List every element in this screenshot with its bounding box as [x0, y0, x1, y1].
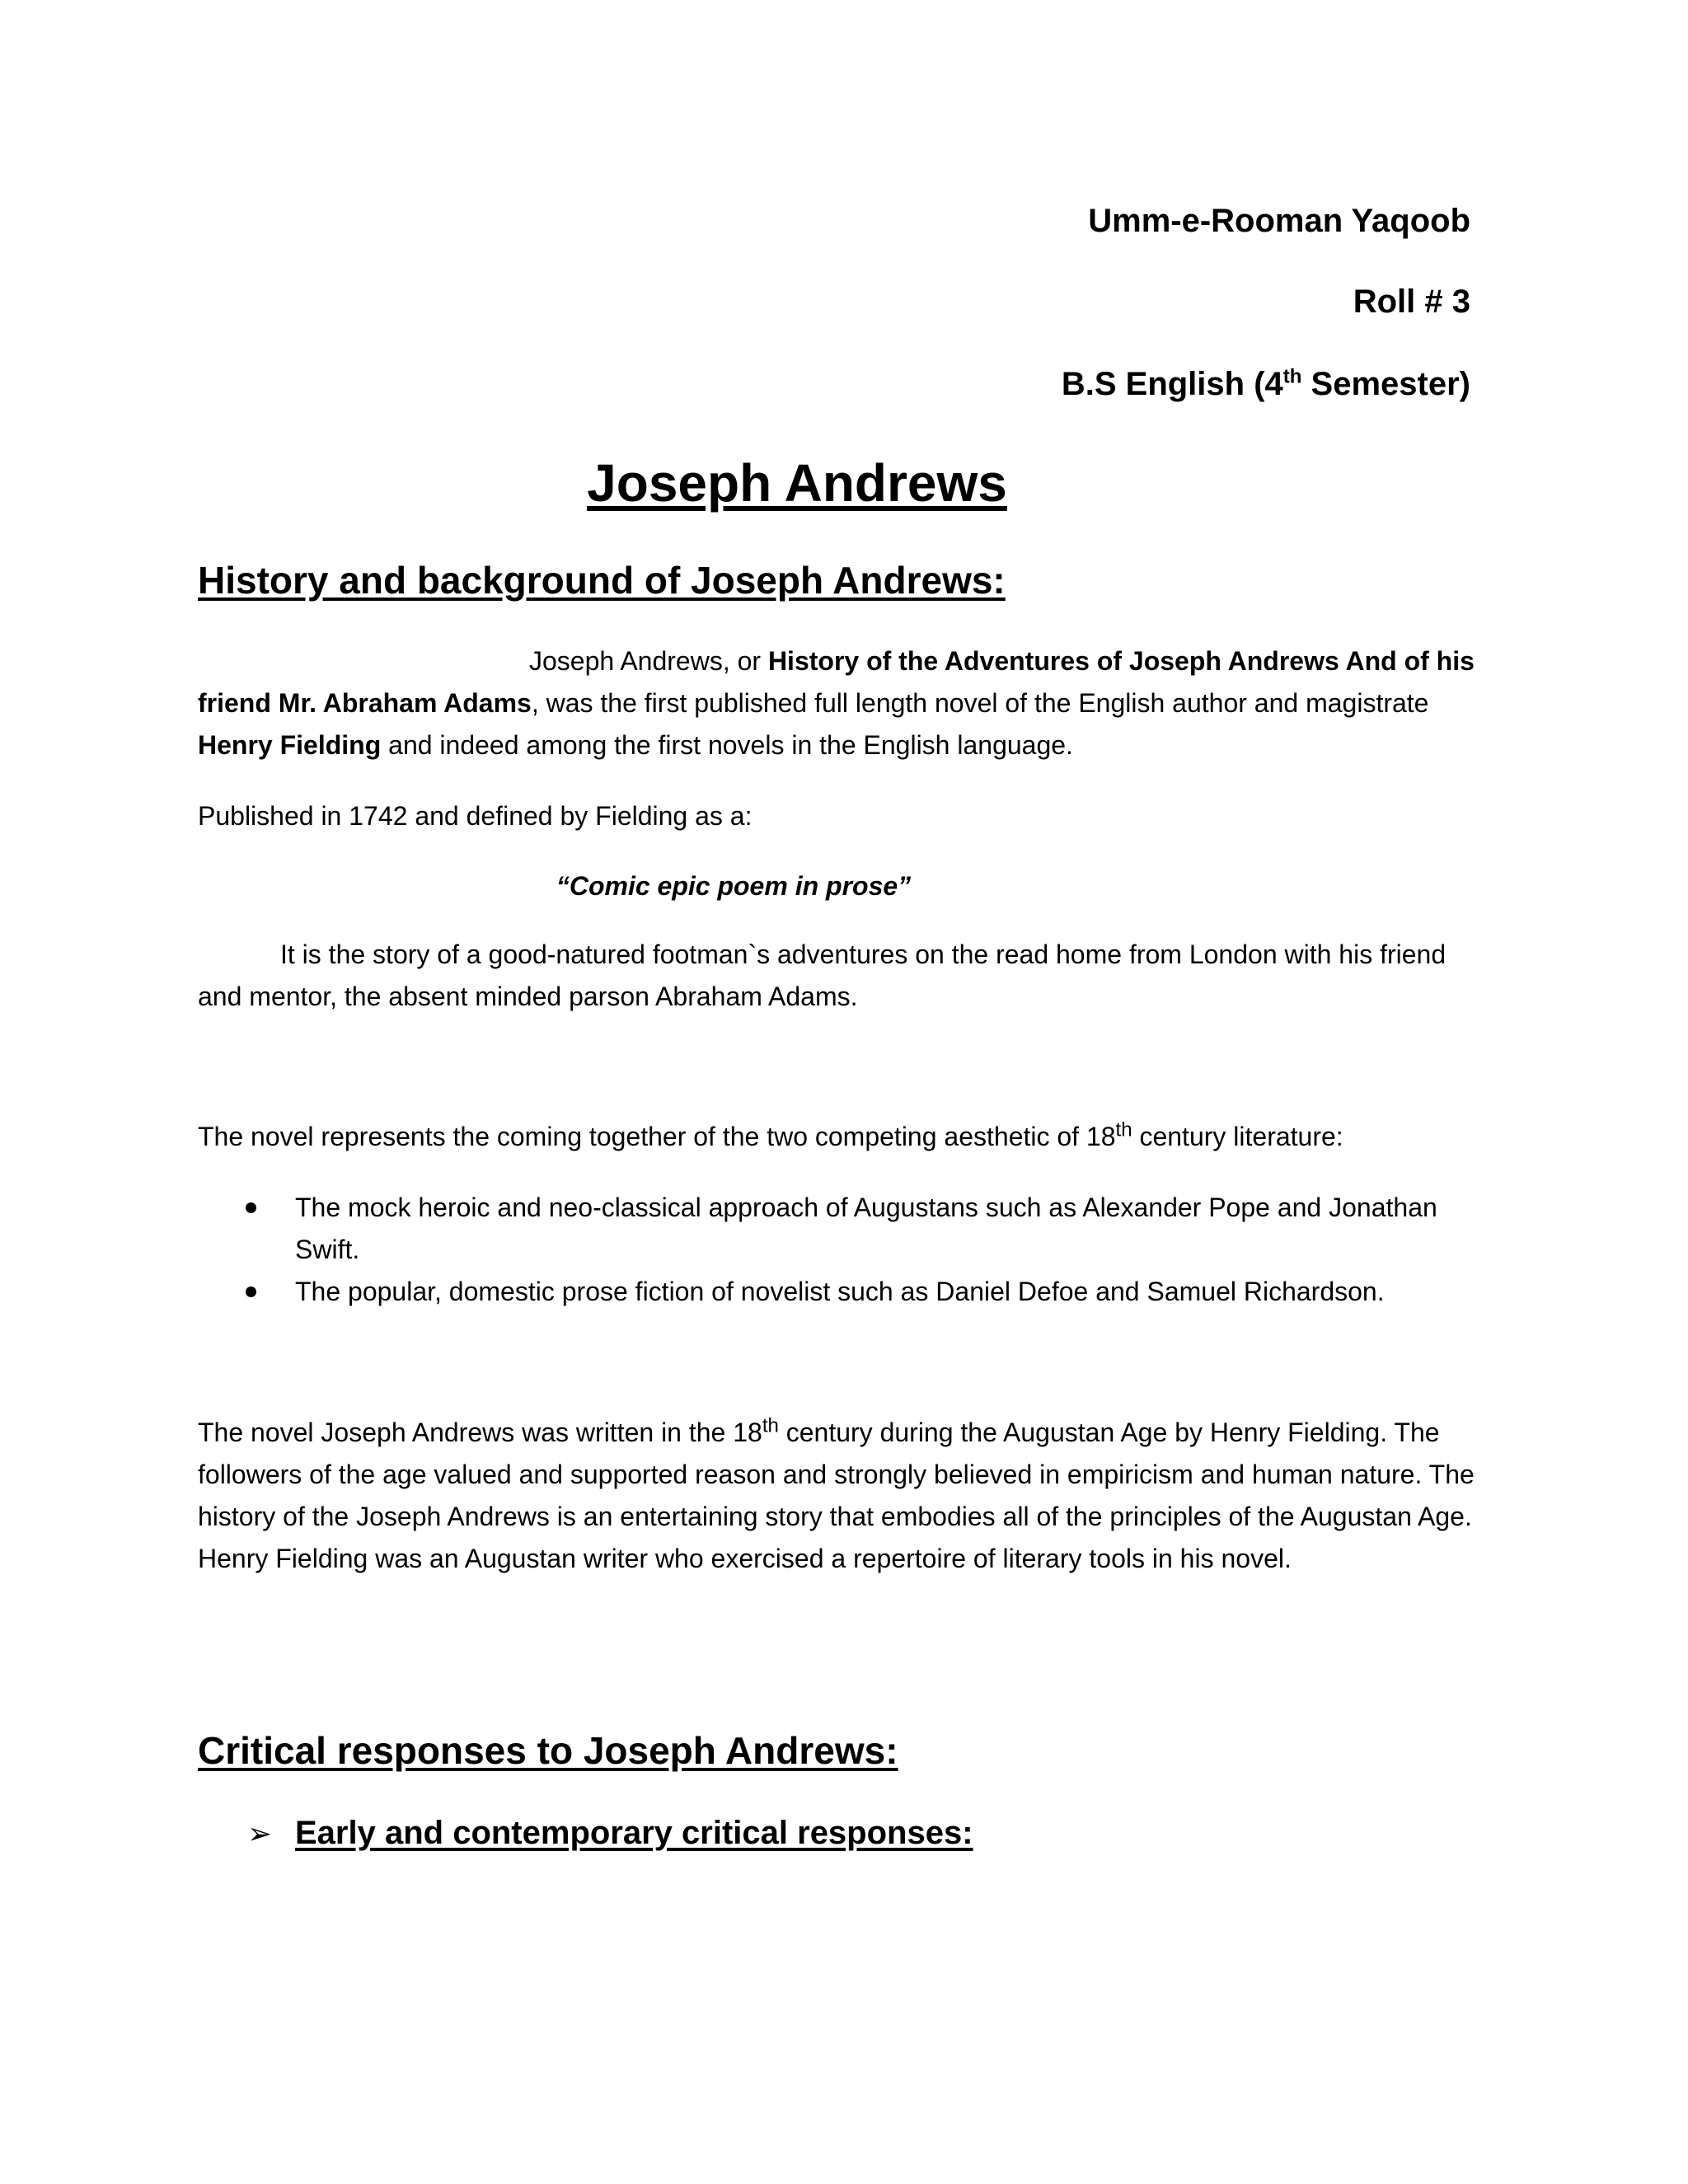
list-item	[198, 1271, 1492, 1313]
augustan-text-1: The novel Joseph Andrews was written in the 18	[198, 1418, 762, 1447]
arrow-bullet-icon: ➢	[247, 1816, 273, 1850]
intro-text-1: Joseph Andrews, or	[529, 646, 768, 676]
subsection-heading-early	[247, 1811, 973, 1855]
intro-full-title: History of the Adventures of Joseph Andrews And of his friend Mr. Abraham Adams	[198, 646, 1475, 718]
aesthetic-paragraph	[198, 1116, 1492, 1158]
program-prefix: B.S English (4	[1061, 366, 1283, 402]
program-superscript: th	[1282, 365, 1302, 388]
list-item	[198, 1187, 1492, 1271]
subsection-heading-text: Early and contemporary critical responses:	[295, 1815, 973, 1851]
augustan-text-2: century during the Augustan Age by Henry Fielding. The followers of the age valued and supported reason and strongly believed in empiricism and human nature. The history of the Joseph Andrews is an entertaining story that embodies all of the principles of the Augustan Age. Henry Fielding was an Augustan writer who exercised a repertoire of literary tools in his novel.	[198, 1418, 1475, 1573]
list-item-text: The popular, domestic prose fiction of novelist such as Daniel Defoe and Samuel Richardson.	[295, 1277, 1385, 1306]
intro-author-name: Henry Fielding	[198, 730, 382, 760]
intro-text-2: , was the first published full length novel of the English author and magistrate	[531, 688, 1429, 718]
augustan-paragraph	[198, 1412, 1492, 1580]
quote-line: “Comic epic poem in prose”	[556, 871, 912, 901]
list-item-text: The mock heroic and neo-classical approach of Augustans such as Alexander Pope and Jonathan Swift.	[295, 1193, 1437, 1264]
aesthetic-superscript: th	[1115, 1118, 1132, 1141]
section-heading-critical: Critical responses to Joseph Andrews:	[198, 1729, 898, 1772]
aesthetic-text-1: The novel represents the coming together of the two competing aesthetic of 18	[198, 1122, 1116, 1151]
augustan-superscript: th	[762, 1414, 779, 1437]
aesthetic-bullet-list	[198, 1187, 1492, 1313]
intro-paragraph	[198, 640, 1492, 766]
document-title: Joseph Andrews	[587, 453, 1007, 513]
intro-text-3: and indeed among the first novels in the English language.	[381, 730, 1073, 760]
program-semester	[1062, 364, 1470, 404]
author-name: Umm-e-Rooman Yaqoob	[1088, 203, 1470, 239]
story-paragraph: It is the story of a good-natured footman`s adventures on the read home from London with his friend and mentor, the absent minded parson Abraham Adams.	[198, 940, 1447, 1011]
aesthetic-text-2: century literature:	[1132, 1122, 1343, 1151]
bullet-dot-icon	[246, 1286, 256, 1297]
section-heading-history: History and background of Joseph Andrews:	[198, 559, 1006, 602]
program-suffix: Semester)	[1301, 366, 1470, 402]
roll-number: Roll # 3	[1353, 284, 1470, 320]
published-paragraph: Published in 1742 and defined by Fielding as a:	[198, 801, 753, 831]
bullet-dot-icon	[246, 1202, 256, 1213]
